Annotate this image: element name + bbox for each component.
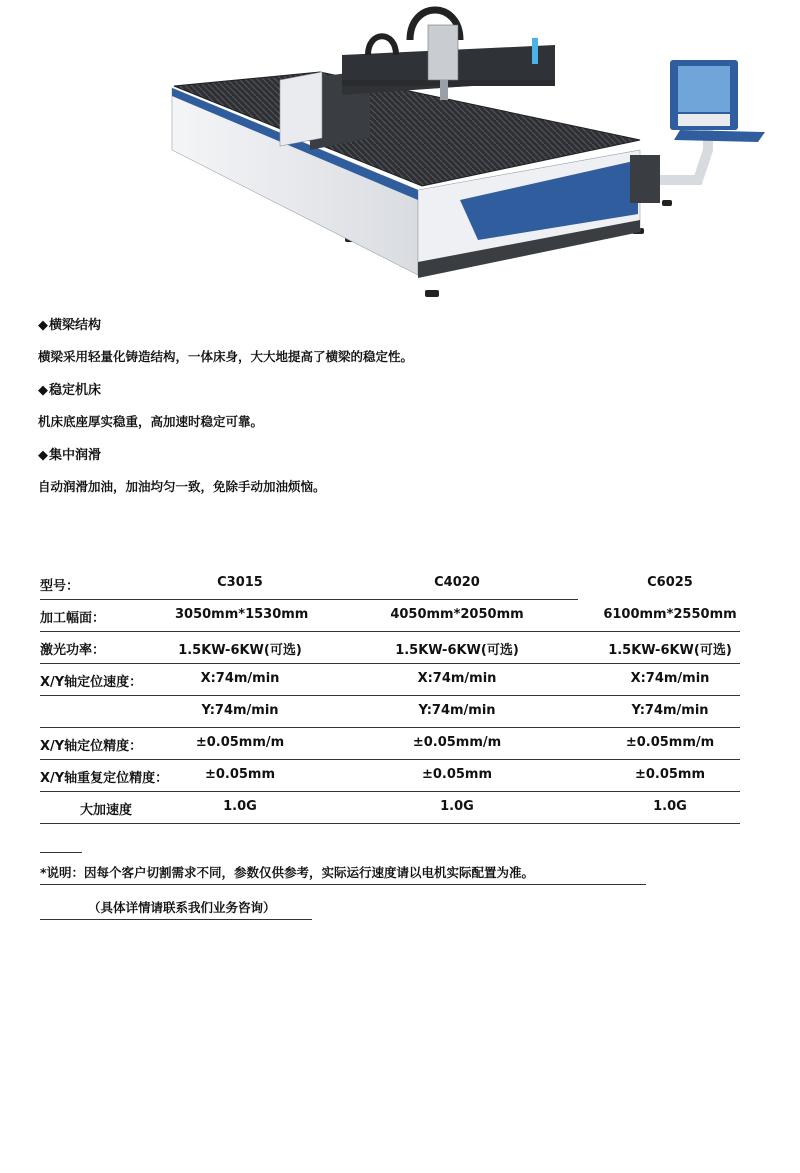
spec-row-acceleration bbox=[40, 792, 740, 824]
spec-row-xy-speed-y bbox=[40, 696, 740, 728]
spec-row-repeat-accuracy bbox=[40, 760, 740, 792]
feature-description: 横梁采用轻量化铸造结构，一体床身，大大地提高了横梁的稳定性。 bbox=[38, 349, 414, 364]
diamond-bullet-icon: ◆ bbox=[38, 448, 48, 463]
spec-value: 1.5KW-6KW(可选) bbox=[608, 643, 732, 658]
feature-item bbox=[38, 316, 778, 367]
contact-note: （具体详情请联系我们业务咨询） bbox=[88, 900, 276, 915]
diamond-bullet-icon: ◆ bbox=[38, 383, 48, 398]
spec-value: ±0.05mm/m bbox=[625, 735, 715, 750]
spec-value: 1.5KW-6KW(可选) bbox=[395, 643, 519, 658]
spec-value: ±0.05mm/m bbox=[195, 735, 285, 750]
diamond-bullet-icon: ◆ bbox=[38, 318, 48, 333]
feature-item bbox=[38, 446, 778, 497]
laser-cutting-machine-image bbox=[160, 0, 780, 305]
spec-value: Y:74m/min bbox=[201, 703, 279, 718]
spec-value: C6025 bbox=[647, 575, 693, 590]
spec-value: Y:74m/min bbox=[631, 703, 709, 718]
feature-list bbox=[38, 316, 778, 511]
spec-value: 1.0G bbox=[223, 799, 257, 814]
spec-row-laser-power bbox=[40, 632, 740, 664]
spec-table bbox=[40, 568, 740, 824]
spec-value: 1.5KW-6KW(可选) bbox=[178, 643, 302, 658]
spec-value: ±0.05mm/m bbox=[412, 735, 502, 750]
spec-value: 4050mm*2050mm bbox=[390, 607, 524, 622]
spec-value: 1.0G bbox=[653, 799, 687, 814]
spec-label: X/Y轴重复定位精度： bbox=[40, 771, 169, 786]
spec-value: 6100mm*2550mm bbox=[603, 607, 737, 622]
spec-value: C4020 bbox=[434, 575, 480, 590]
spec-value: ±0.05mm bbox=[421, 767, 493, 782]
spec-label: 激光功率： bbox=[40, 643, 106, 658]
row-divider bbox=[40, 823, 740, 824]
spec-row-xy-speed bbox=[40, 664, 740, 696]
spec-value: Y:74m/min bbox=[418, 703, 496, 718]
spec-row-model bbox=[40, 568, 740, 600]
spec-label: X/Y轴定位精度： bbox=[40, 739, 143, 754]
spec-label: 型号： bbox=[40, 579, 80, 594]
feature-description: 机床底座厚实稳重，高加速时稳定可靠。 bbox=[38, 414, 264, 429]
feature-description: 自动润滑加油，加油均匀一致，免除手动加油烦恼。 bbox=[38, 479, 326, 494]
note-divider bbox=[40, 919, 312, 920]
spec-value: X:74m/min bbox=[200, 671, 280, 686]
note-divider bbox=[40, 884, 646, 885]
spec-value: 3050mm*1530mm bbox=[175, 607, 309, 622]
spec-value: X:74m/min bbox=[630, 671, 710, 686]
feature-item bbox=[38, 381, 778, 432]
spec-value: 1.0G bbox=[440, 799, 474, 814]
disclaimer-note: *说明：因每个客户切割需求不同，参数仅供参考，实际运行速度请以电机实际配置为准。 bbox=[40, 865, 535, 880]
spec-label: X/Y轴定位速度： bbox=[40, 675, 143, 690]
spec-value: C3015 bbox=[217, 575, 263, 590]
feature-title: ◆横梁结构 bbox=[38, 316, 778, 336]
feature-title: ◆集中润滑 bbox=[38, 446, 778, 466]
spec-label: 大加速度 bbox=[80, 803, 133, 818]
feature-title: ◆稳定机床 bbox=[38, 381, 778, 401]
spec-value: ±0.05mm bbox=[634, 767, 706, 782]
spec-row-positioning-accuracy bbox=[40, 728, 740, 760]
spec-label: 加工幅面： bbox=[40, 611, 106, 626]
spec-value: ±0.05mm bbox=[204, 767, 276, 782]
note-divider bbox=[40, 852, 82, 853]
spec-row-work-area bbox=[40, 600, 740, 632]
spec-value: X:74m/min bbox=[417, 671, 497, 686]
notes-section bbox=[40, 852, 646, 920]
